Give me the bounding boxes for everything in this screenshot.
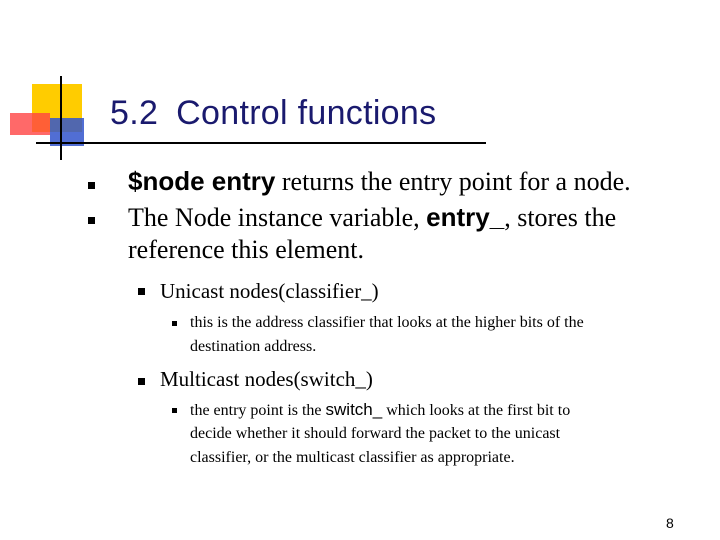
bullet-2-marker	[88, 217, 95, 224]
bullet-1-code: $node entry	[128, 166, 276, 196]
bullet-1-marker	[88, 182, 95, 189]
detail-2-line1	[190, 400, 570, 420]
detail-2-prefix: the entry point is the	[190, 402, 326, 419]
logo-red-bar	[10, 113, 50, 135]
bullet-1	[128, 166, 631, 197]
detail-2-code: switch_	[325, 400, 383, 419]
sub-bullet-2: Multicast nodes(switch_)	[160, 367, 373, 391]
detail-1-marker	[172, 321, 177, 326]
bullet-2-code: entry_	[426, 202, 505, 232]
title-number: 5.2	[110, 94, 159, 132]
detail-1-line1: this is the address classifier that looks at the higher bits of the	[190, 314, 584, 331]
page-number: 8	[666, 515, 674, 531]
title-text: Control functions	[176, 94, 437, 132]
slide-logo	[0, 0, 110, 170]
title-rule	[36, 142, 486, 144]
logo-vertical-line	[60, 76, 62, 160]
detail-1-line2: destination address.	[190, 338, 317, 355]
sub-bullet-1: Unicast nodes(classifier_)	[160, 279, 379, 303]
bullet-1-text: returns the entry point for a node.	[275, 167, 631, 196]
sub-bullet-2-marker	[138, 378, 145, 385]
detail-2-line3: classifier, or the multicast classifier as appropriate.	[190, 449, 515, 466]
detail-2-line2: decide whether it should forward the packet to the unicast	[190, 425, 561, 442]
sub-bullet-1-marker	[138, 288, 145, 295]
bullet-2-suffix: , stores the	[504, 203, 617, 232]
bullet-2	[128, 202, 616, 233]
bullet-2-prefix: The Node instance variable,	[128, 203, 427, 232]
detail-2-marker	[172, 408, 177, 413]
detail-2-suffix: which looks at the first bit to	[382, 402, 571, 419]
bullet-2-line2: reference this element.	[128, 235, 365, 264]
slide-title	[110, 94, 436, 133]
